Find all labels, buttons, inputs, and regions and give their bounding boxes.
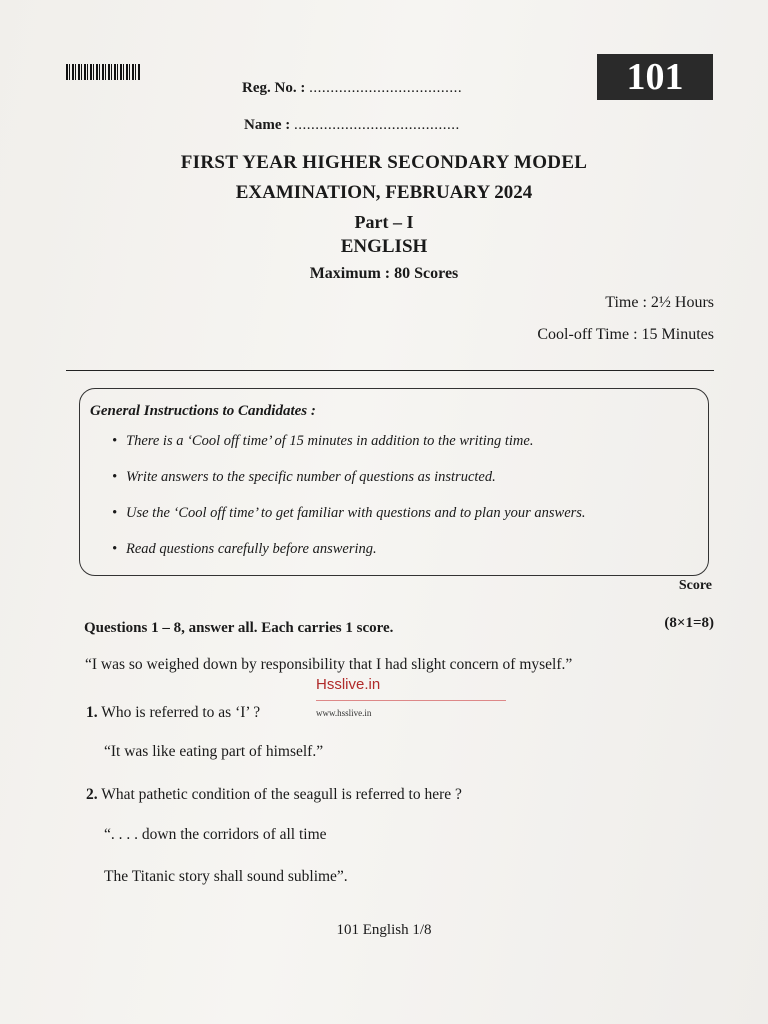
instruction-item: • There is a ‘Cool off time’ of 15 minutes in addition to the writing time. (112, 433, 534, 449)
name-label: Name : (244, 117, 291, 133)
question-2 (86, 786, 462, 804)
max-scores: Maximum : 80 Scores (309, 265, 459, 282)
watermark-url: www.hsslive.in (316, 708, 372, 718)
instruction-item: • Write answers to the specific number of questions as instructed. (112, 469, 496, 485)
section-heading: Questions 1 – 8, answer all. Each carries 1 score. (84, 620, 394, 636)
exam-title-line2: EXAMINATION, FEBRUARY 2024 (235, 182, 533, 203)
bullet-icon: • (112, 505, 118, 521)
reg-no-field (242, 80, 462, 97)
question-3-quote-line1: “. . . . down the corridors of all time (104, 826, 327, 843)
exam-title-line1: FIRST YEAR HIGHER SECONDARY MODEL (180, 152, 588, 173)
bullet-icon: • (112, 469, 118, 485)
cool-off-time: Cool-off Time : 15 Minutes (537, 326, 714, 343)
exam-part: Part – I (354, 212, 414, 232)
reg-no-dots: .................................... (309, 80, 463, 96)
instructions-list (112, 433, 586, 577)
watermark-underline (316, 700, 506, 701)
question-1-quote: “I was so weighed down by responsibility that I had slight concern of myself.” (85, 656, 573, 673)
question-2-quote: “It was like eating part of himself.” (104, 743, 324, 760)
score-column-label: Score (678, 578, 712, 593)
exam-time: Time : 2½ Hours (605, 294, 714, 311)
divider (66, 370, 714, 371)
question-text: What pathetic condition of the seagull is referred to here ? (101, 786, 462, 803)
paper-code-badge: 101 (597, 54, 713, 100)
instructions-title: General Instructions to Candidates : (90, 403, 316, 419)
question-text: Who is referred to as ‘I’ ? (101, 704, 261, 721)
watermark-site: Hsslive.in (316, 676, 381, 693)
instruction-item: • Read questions carefully before answering. (112, 541, 377, 557)
reg-no-label: Reg. No. : (242, 80, 306, 96)
instruction-item: • Use the ‘Cool off time’ to get familiar with questions and to plan your answers. (112, 505, 586, 521)
bullet-icon: • (112, 541, 118, 557)
page-footer: 101 English 1/8 (336, 922, 432, 938)
question-number: 1. (86, 704, 98, 721)
question-3-quote-line2: The Titanic story shall sound sublime”. (104, 868, 348, 885)
section-marks: (8×1=8) (664, 615, 714, 631)
name-field (244, 117, 460, 134)
name-dots: ....................................... (293, 117, 460, 133)
question-number: 2. (86, 786, 98, 803)
bullet-icon: • (112, 433, 118, 449)
exam-subject: ENGLISH (340, 236, 428, 257)
barcode (66, 64, 140, 80)
question-1 (86, 704, 260, 722)
